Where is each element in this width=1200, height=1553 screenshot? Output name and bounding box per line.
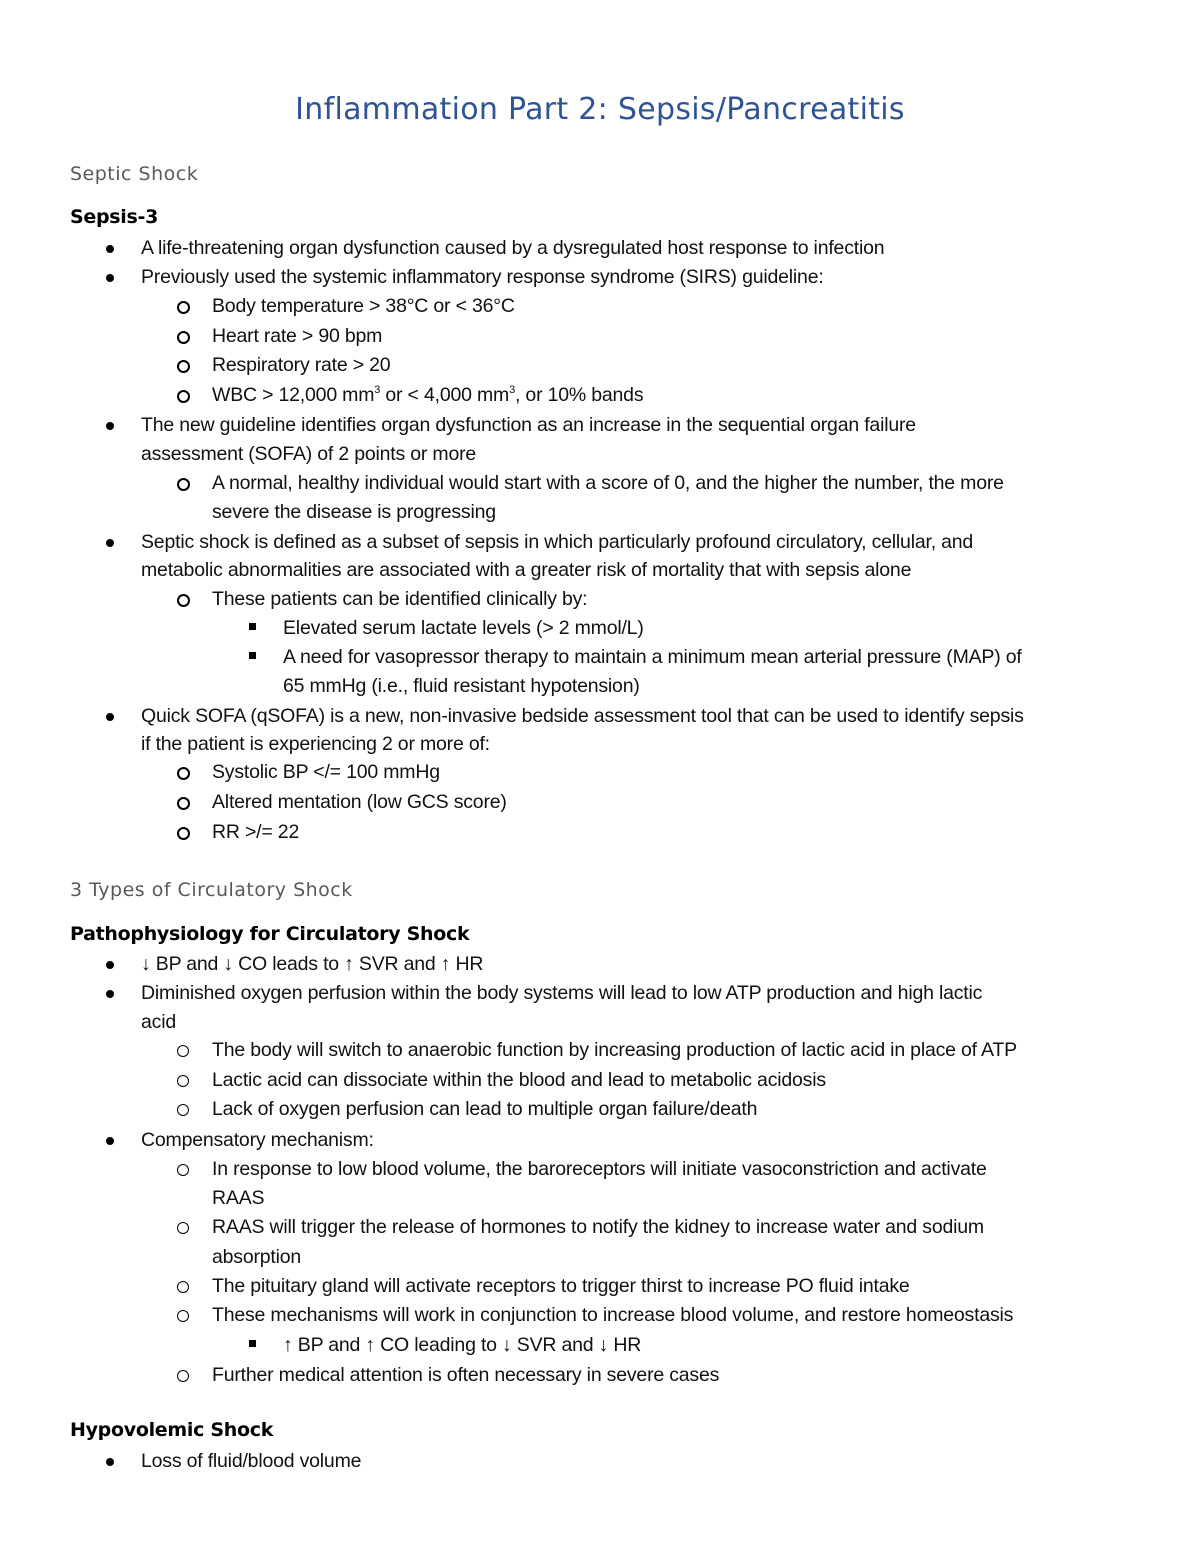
heading-circulatory-shock: 3 Types of Circulatory Shock <box>70 879 353 901</box>
bullet-dot-icon <box>106 245 114 253</box>
bullet-ring-icon <box>177 1370 189 1382</box>
bullet-square-icon <box>249 652 256 659</box>
bullet-ring-icon <box>177 390 190 403</box>
bullet-dot-icon <box>106 539 114 547</box>
document-page: Inflammation Part 2: Sepsis/Pancreatitis Septic Shock Sepsis-3 A life-threatening organ dysfunction caused by a dysregulated host response to infection Previously used the systemic inflammatory response syndrome (SIRS) guideline: Body temperature > 38°C or < 36°C Heart rate > 90 bpm Respiratory rate > 20 WBC > 12,000 $mm^3$ or < 4,000 $mm^3$, or 10% bands The new guideline identifies organ dysfunction as an increase in the sequential organ failure assessment (SOFA) of 2 points or more A normal, healthy individual would start with a score of 0, and the higher the number, the more severe the disease is progressing Septic shock is defined as a subset of sepsis in which particularly profound circulatory, cellular, and metabolic abnormalities are associated with a greater risk of mortality that with sepsis alone These patients can be identified clinically by: Elevated serum lactate levels (> 2 mmol/L) A need for vasopressor therapy to maintain a minimum mean arterial pressure (MAP) of 65 mmHg (i.e., fluid resistant hypotension) Quick SOFA (qSOFA) is a new, non-invasive bedside assessment tool that can be used to identify sepsis if the patient is experiencing 2 or more of: Systolic BP </= 100 mmHg Altered mentation (low GCS score) RR >/= 22 3 Types of Circulatory Shock Pathophysiology for Circulatory Shock ↓ BP and ↓ CO leads to ↑ SVR and ↑ HR Diminished oxygen perfusion within the body systems will lead to low ATP production and high lactic acid The body will switch to anaerobic function by increasing production of lactic acid in place of ATP Lactic acid can dissociate within the blood and lead to metabolic acidosis Lack of oxygen perfusion can lead to multiple organ failure/death Compensatory mechanism: In response to low blood volume, the baroreceptors will initiate vasoconstriction and activate RAAS RAAS will trigger the release of hormones to notify the kidney to increase water and sodium absorption The pituitary gland will activate receptors to trigger thirst to increase PO fluid intake These mechanisms will work in conjunction to increase blood volume, and restore homeostasis ↑ BP and ↑ CO leading to ↓ SVR and ↓ HR Further medical attention is often necessary in severe cases Hypovolemic Shock Loss of fluid/blood volume <box>0 0 1200 1553</box>
bullet-dot-icon <box>106 990 114 998</box>
subheading-hypovolemic-shock: Hypovolemic Shock <box>70 1419 274 1441</box>
bullet-ring-icon <box>177 1310 189 1322</box>
bullet-square-icon <box>249 1340 256 1347</box>
page-title: Inflammation Part 2: Sepsis/Pancreatitis <box>295 92 905 127</box>
bullet-dot-icon <box>106 713 114 721</box>
bullet-square-icon <box>249 623 256 630</box>
subheading-sepsis-3: Sepsis-3 <box>70 206 159 228</box>
bullet-ring-icon <box>177 797 190 810</box>
bullet-ring-icon <box>177 594 190 607</box>
bullet-dot-icon <box>106 1137 114 1145</box>
bullet-ring-icon <box>177 767 190 780</box>
bullet-ring-icon <box>177 827 190 840</box>
bullet-dot-icon <box>106 1458 114 1466</box>
bullet-dot-icon <box>106 274 114 282</box>
bullet-ring-icon <box>177 1045 189 1057</box>
subheading-pathophysiology: Pathophysiology for Circulatory Shock <box>70 923 470 945</box>
bullet-ring-icon <box>177 1075 189 1087</box>
bullet-dot-icon <box>106 422 114 430</box>
bullet-ring-icon <box>177 1164 189 1176</box>
bullet-ring-icon <box>177 478 190 491</box>
bullet-ring-icon <box>177 1104 189 1116</box>
heading-septic-shock: Septic Shock <box>70 163 199 185</box>
bullet-ring-icon <box>177 331 190 344</box>
bullet-ring-icon <box>177 1222 189 1234</box>
bullet-dot-icon <box>106 961 114 969</box>
bullet-ring-icon <box>177 301 190 314</box>
bullet-ring-icon <box>177 360 190 373</box>
bullet-ring-icon <box>177 1281 189 1293</box>
